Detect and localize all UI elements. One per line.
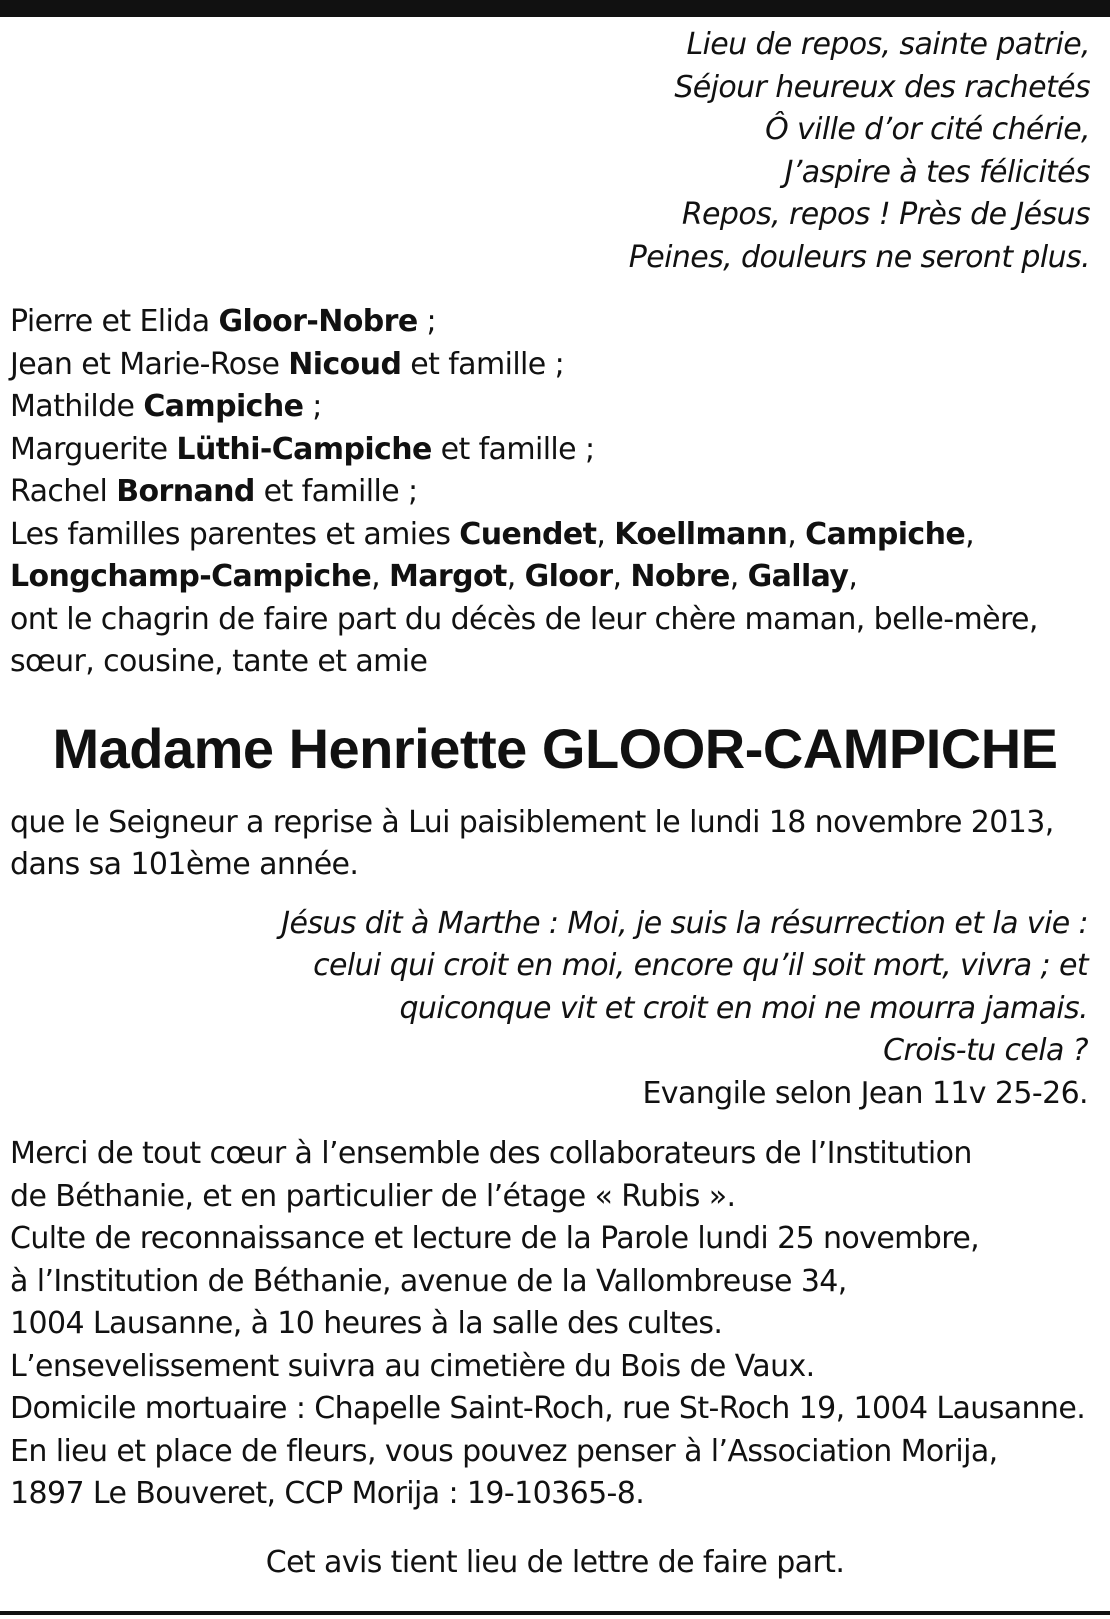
family-name: Nobre [630,559,730,594]
family-list [10,301,1100,684]
poem-line: Repos, repos ! Près de Jésus [681,197,1090,232]
family-line: Marguerite Lüthi-Campiche et famille ; [10,431,595,467]
family-name: Campiche [143,389,304,424]
family-name: Bornand [116,474,255,509]
poem-line: Peines, douleurs ne seront plus. [628,239,1090,275]
announcement-line: ont le chagrin de faire part du décès de leur chère maman, belle-mère, [10,601,1038,637]
poem-line: J’aspire à tes félicités [784,154,1090,190]
details-line: En lieu et place de fleurs, vous pouvez penser à l’Association Morija, [10,1433,998,1469]
bottom-border-rule [0,1611,1110,1615]
poem-line: Ô ville d’or cité chérie, [765,112,1090,147]
details-line: 1004 Lausanne, à 10 heures à la salle des cultes. [10,1306,723,1341]
verse-line: celui qui croit en moi, encore qu’il soit mort, vivra ; et [313,948,1088,983]
family-name: Campiche [805,516,966,552]
family-name: Longchamp-Campiche [10,559,372,594]
details-line: Culte de reconnaissance et lecture de la Parole lundi 25 novembre, [10,1221,980,1256]
family-name: Cuendet [459,516,597,552]
family-name: Lüthi-Campiche [176,431,432,467]
poem-line: Lieu de repos, sainte patrie, [686,27,1090,62]
family-name: Nicoud [288,346,402,382]
opening-poem [10,24,1100,279]
family-line: Rachel Bornand et famille ; [10,474,418,509]
details-line: L’ensevelissement suivra au cimetière du Bois de Vaux. [10,1348,815,1384]
bible-verse [10,903,1100,1116]
service-details [10,1133,1100,1516]
details-line: à l’Institution de Béthanie, avenue de la Vallombreuse 34, [10,1263,847,1299]
details-line: de Béthanie, et en particulier de l’étage « Rubis ». [10,1178,736,1214]
details-line: Domicile mortuaire : Chapelle Saint-Roch, rue St-Roch 19, 1004 Lausanne. [10,1391,1086,1426]
poem-line: Séjour heureux des rachetés [674,69,1090,105]
passing-announcement [10,802,1100,887]
family-line: Les familles parentes et amies Cuendet, Koellmann, Campiche, [10,516,975,552]
details-line: 1897 Le Bouveret, CCP Morija : 19-10365-8. [10,1476,645,1511]
verse-reference: Evangile selon Jean 11v 25-26. [642,1075,1088,1111]
family-line: Mathilde Campiche ; [10,389,322,424]
top-border-rule [0,0,1110,17]
family-line: Jean et Marie-Rose Nicoud et famille ; [10,346,565,382]
family-name: Gloor-Nobre [218,304,418,339]
family-name: Gallay [747,559,849,594]
family-name: Koellmann [614,516,788,552]
announcement-line: que le Seigneur a reprise à Lui paisiblement le lundi 18 novembre 2013, [10,804,1054,840]
family-name: Margot [388,559,507,594]
verse-line: Crois-tu cela ? [883,1033,1088,1068]
obituary-notice [10,24,1100,1584]
family-line: Longchamp-Campiche, Margot, Gloor, Nobre, Gallay, [10,559,858,594]
verse-line: quiconque vit et croit en moi ne mourra jamais. [399,990,1088,1026]
family-line: Pierre et Elida Gloor-Nobre ; [10,304,437,339]
announcement-line: sœur, cousine, tante et amie [10,644,428,679]
closing-note: Cet avis tient lieu de lettre de faire part. [265,1544,845,1580]
announcement-line: dans sa 101ème année. [10,847,359,882]
deceased-name-heading: Madame Henriette GLOOR-CAMPICHE [52,716,1058,780]
family-name: Gloor [524,559,613,594]
details-line: Merci de tout cœur à l’ensemble des collaborateurs de l’Institution [10,1136,972,1171]
verse-line: Jésus dit à Marthe : Moi, je suis la résurrection et la vie : [281,905,1088,941]
